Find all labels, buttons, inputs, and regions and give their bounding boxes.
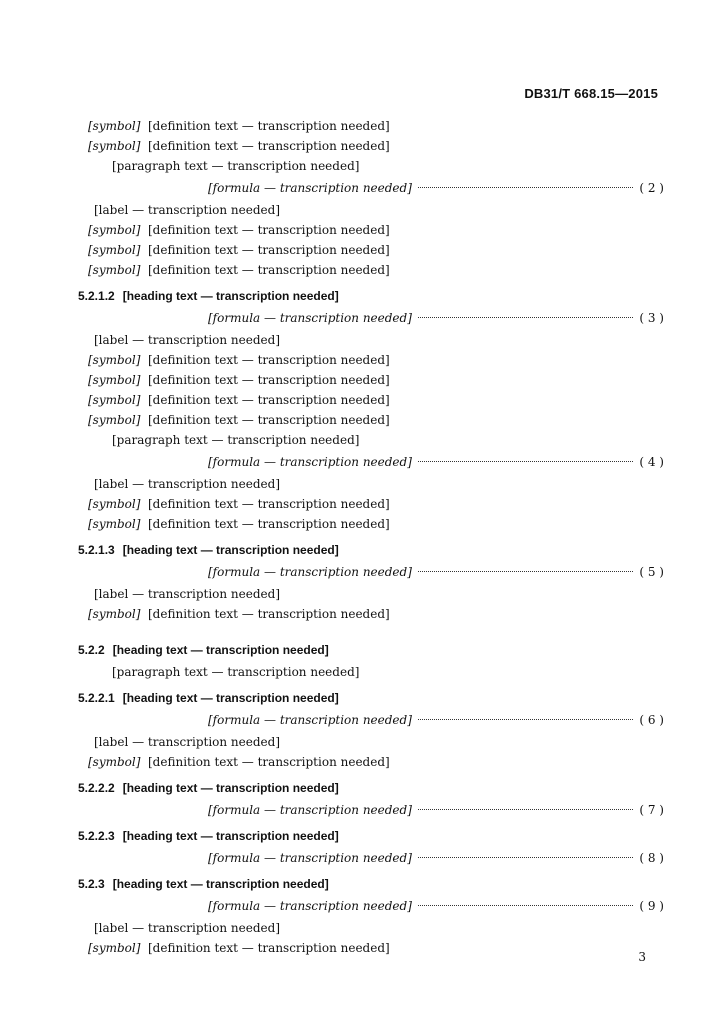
equation-number: ( 9 ) — [639, 899, 664, 913]
equation-row — [88, 308, 664, 328]
definition-text: [definition text — transcription needed] — [148, 373, 390, 387]
symbol-definition — [88, 752, 664, 772]
where-label: [label — transcription needed] — [94, 921, 281, 935]
symbol-definition — [88, 604, 664, 624]
leader-dots — [418, 571, 633, 572]
definition-text: [definition text — transcription needed] — [148, 517, 390, 531]
vertical-gap — [88, 624, 664, 634]
symbol-definition — [88, 220, 664, 240]
section-heading — [78, 778, 664, 798]
equation-row — [88, 896, 664, 916]
equation-row — [88, 178, 664, 198]
document-code: DB31/T 668.15—2015 — [524, 86, 658, 101]
body-paragraph: [paragraph text — transcription needed] — [112, 159, 360, 173]
definition-symbol: [symbol] — [88, 353, 141, 367]
page-number: 3 — [638, 950, 646, 964]
section-heading — [78, 874, 664, 894]
leader-dots — [418, 905, 633, 906]
leader-dots — [418, 719, 633, 720]
equation-expression: [formula — transcription needed] — [208, 565, 412, 579]
definition-text: [definition text — transcription needed] — [148, 393, 390, 407]
where-label: [label — transcription needed] — [94, 587, 281, 601]
equation-expression: [formula — transcription needed] — [208, 455, 412, 469]
equation-number: ( 6 ) — [639, 713, 664, 727]
definition-symbol: [symbol] — [88, 607, 141, 621]
symbol-definition — [88, 938, 664, 958]
definition-symbol: [symbol] — [88, 941, 141, 955]
section-number: 5.2.2.3 — [78, 829, 115, 843]
definition-symbol: [symbol] — [88, 413, 141, 427]
where-label: [label — transcription needed] — [94, 203, 281, 217]
symbol-definition — [88, 390, 664, 410]
definition-text: [definition text — transcription needed] — [148, 243, 390, 257]
definition-symbol: [symbol] — [88, 223, 141, 237]
symbol-definition — [88, 260, 664, 280]
definition-symbol: [symbol] — [88, 243, 141, 257]
equation-number: ( 2 ) — [639, 181, 664, 195]
equation-row — [88, 452, 664, 472]
section-heading — [78, 286, 664, 306]
section-title: [heading text — transcription needed] — [122, 829, 339, 843]
symbol-definition — [88, 514, 664, 534]
section-number: 5.2.1.3 — [78, 543, 115, 557]
equation-number: ( 7 ) — [639, 803, 664, 817]
section-title: [heading text — transcription needed] — [112, 877, 329, 891]
definition-text: [definition text — transcription needed] — [148, 223, 390, 237]
equation-expression: [formula — transcription needed] — [208, 803, 412, 817]
section-title: [heading text — transcription needed] — [122, 543, 339, 557]
symbol-definition — [88, 410, 664, 430]
leader-dots — [418, 857, 633, 858]
section-number: 5.2.2.2 — [78, 781, 115, 795]
equation-row — [88, 562, 664, 582]
definition-symbol: [symbol] — [88, 755, 141, 769]
symbol-definition — [88, 350, 664, 370]
leader-dots — [418, 809, 633, 810]
definition-symbol: [symbol] — [88, 139, 141, 153]
definition-symbol: [symbol] — [88, 497, 141, 511]
definition-text: [definition text — transcription needed] — [148, 139, 390, 153]
section-heading — [78, 640, 664, 660]
section-number: 5.2.3 — [78, 877, 105, 891]
definition-text: [definition text — transcription needed] — [148, 755, 390, 769]
section-number: 5.2.1.2 — [78, 289, 115, 303]
symbol-definition — [88, 494, 664, 514]
equation-expression: [formula — transcription needed] — [208, 181, 412, 195]
definition-text: [definition text — transcription needed] — [148, 607, 390, 621]
equation-row — [88, 800, 664, 820]
symbol-definition — [88, 240, 664, 260]
definition-text: [definition text — transcription needed] — [148, 941, 390, 955]
section-title: [heading text — transcription needed] — [122, 691, 339, 705]
section-heading — [78, 688, 664, 708]
symbol-definition — [88, 370, 664, 390]
where-label: [label — transcription needed] — [94, 477, 281, 491]
section-heading — [78, 826, 664, 846]
equation-expression: [formula — transcription needed] — [208, 311, 412, 325]
leader-dots — [418, 187, 633, 188]
definition-text: [definition text — transcription needed] — [148, 353, 390, 367]
equation-number: ( 3 ) — [639, 311, 664, 325]
section-number: 5.2.2 — [78, 643, 105, 657]
section-title: [heading text — transcription needed] — [112, 643, 329, 657]
equation-expression: [formula — transcription needed] — [208, 713, 412, 727]
section-number: 5.2.2.1 — [78, 691, 115, 705]
definition-symbol: [symbol] — [88, 119, 141, 133]
definition-text: [definition text — transcription needed] — [148, 263, 390, 277]
equation-expression: [formula — transcription needed] — [208, 851, 412, 865]
definition-symbol: [symbol] — [88, 373, 141, 387]
equation-expression: [formula — transcription needed] — [208, 899, 412, 913]
section-title: [heading text — transcription needed] — [122, 289, 339, 303]
body-paragraph: [paragraph text — transcription needed] — [112, 665, 360, 679]
equation-row — [88, 710, 664, 730]
equation-number: ( 8 ) — [639, 851, 664, 865]
symbol-definition — [88, 116, 664, 136]
equation-number: ( 4 ) — [639, 455, 664, 469]
definition-text: [definition text — transcription needed] — [148, 413, 390, 427]
definition-symbol: [symbol] — [88, 517, 141, 531]
definition-text: [definition text — transcription needed] — [148, 119, 390, 133]
definition-text: [definition text — transcription needed] — [148, 497, 390, 511]
body-paragraph: [paragraph text — transcription needed] — [112, 433, 360, 447]
equation-number: ( 5 ) — [639, 565, 664, 579]
equation-row — [88, 848, 664, 868]
section-title: [heading text — transcription needed] — [122, 781, 339, 795]
where-label: [label — transcription needed] — [94, 735, 281, 749]
symbol-definition — [88, 136, 664, 156]
leader-dots — [418, 461, 633, 462]
definition-symbol: [symbol] — [88, 393, 141, 407]
section-heading — [78, 540, 664, 560]
document-body — [78, 116, 664, 958]
definition-symbol: [symbol] — [88, 263, 141, 277]
where-label: [label — transcription needed] — [94, 333, 281, 347]
leader-dots — [418, 317, 633, 318]
